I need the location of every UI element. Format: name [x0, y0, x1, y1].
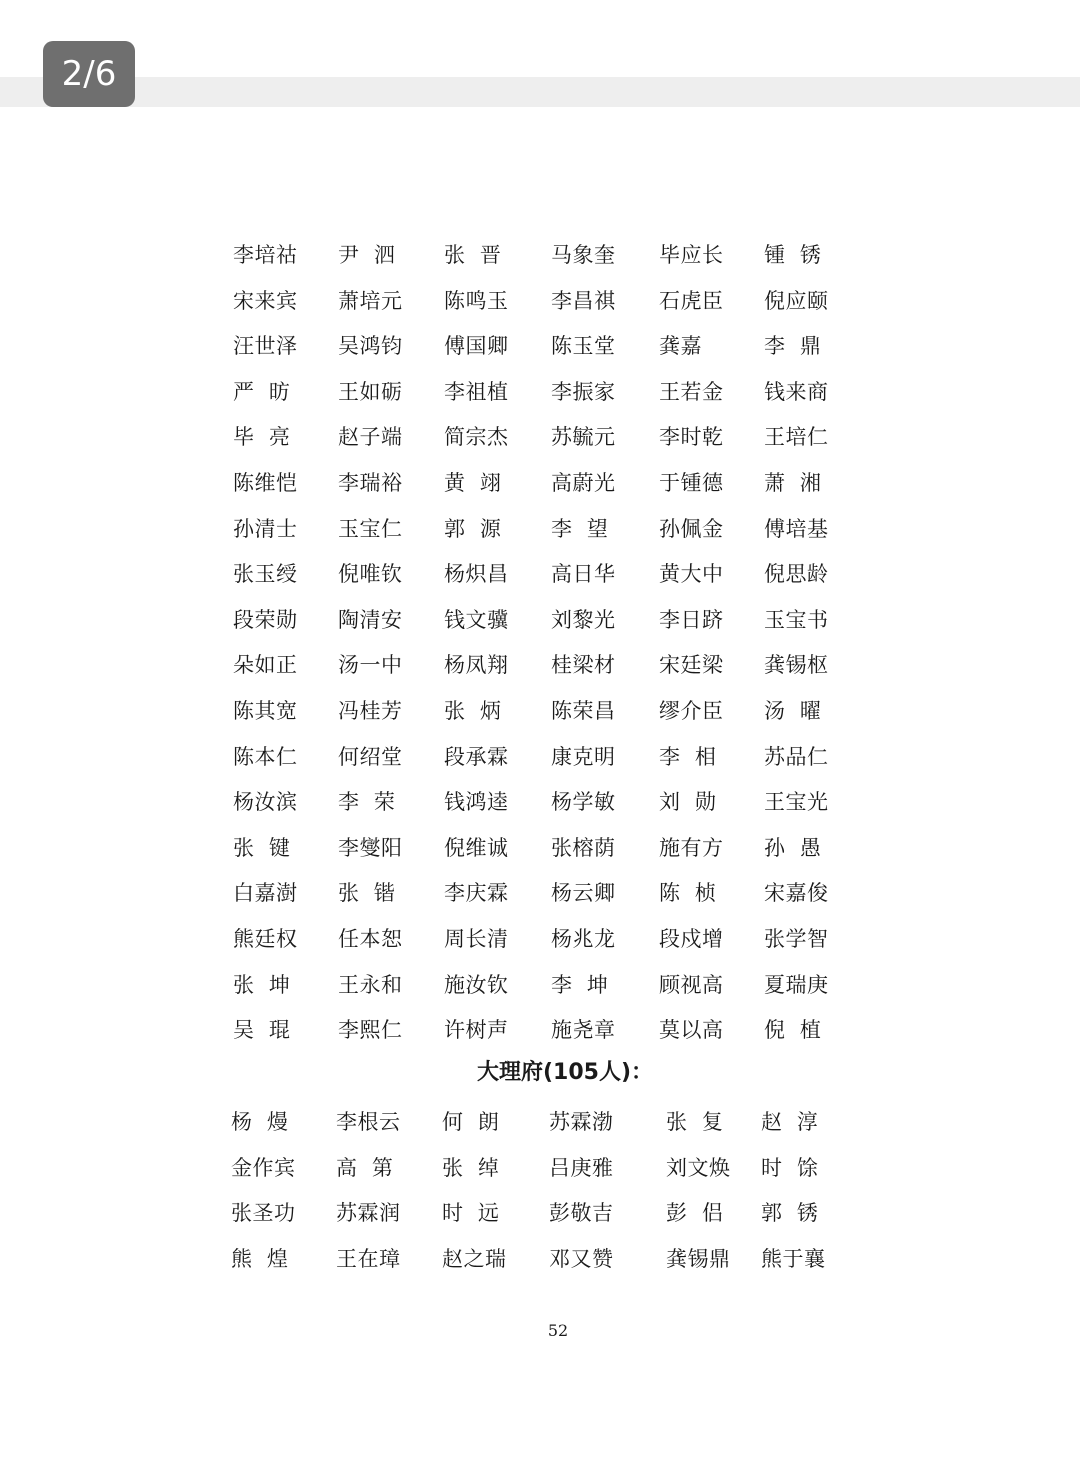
name-entry: 施有方	[659, 835, 724, 860]
name-entry: 何绍堂	[338, 744, 403, 769]
name-entry: 时 远	[442, 1201, 500, 1226]
name-entry: 陈玉堂	[551, 334, 616, 359]
name-entry: 施尧章	[551, 1018, 616, 1043]
name-entry: 赵子端	[338, 425, 403, 450]
name-entry: 杨汝滨	[233, 790, 298, 815]
name-list-row	[0, 965, 1080, 1005]
name-entry: 吕庚雅	[549, 1155, 614, 1180]
name-entry: 吴 琨	[233, 1018, 291, 1043]
name-entry: 康克明	[551, 744, 616, 769]
name-entry: 杨 熳	[231, 1110, 289, 1134]
name-entry: 张 绰	[442, 1155, 500, 1180]
name-entry: 毕 亮	[233, 425, 291, 450]
name-entry: 王若金	[659, 379, 724, 404]
name-entry: 李祖植	[444, 379, 509, 404]
name-entry: 黄大中	[659, 562, 724, 587]
name-entry: 李庆霖	[444, 881, 509, 906]
dali-name-list-row	[0, 1148, 1080, 1188]
name-entry: 张 锴	[338, 881, 396, 906]
name-entry: 李熙仁	[338, 1018, 403, 1043]
name-list-row	[0, 1010, 1080, 1050]
name-entry: 尹 泗	[338, 243, 396, 267]
name-entry: 莫以高	[659, 1018, 724, 1043]
name-entry: 钱鸿逵	[444, 790, 509, 815]
name-entry: 汤一中	[338, 653, 403, 678]
name-entry: 孙清士	[233, 516, 298, 541]
name-entry: 李 相	[659, 744, 717, 769]
name-entry: 王培仁	[764, 425, 829, 450]
name-entry: 玉宝书	[764, 607, 829, 632]
name-entry: 倪思龄	[764, 562, 829, 587]
name-entry: 陈 桢	[659, 881, 717, 906]
name-entry: 李 坤	[551, 972, 609, 997]
name-list-row	[0, 281, 1080, 321]
name-list-row	[0, 554, 1080, 594]
name-entry: 陈荣昌	[551, 699, 616, 723]
name-entry: 金作宾	[231, 1155, 296, 1180]
name-entry: 高蔚光	[551, 471, 616, 495]
name-entry: 郭 源	[444, 516, 502, 541]
name-entry: 李振家	[551, 379, 616, 404]
name-entry: 赵 淳	[761, 1110, 819, 1134]
name-list-row	[0, 326, 1080, 366]
name-entry: 汤 曜	[764, 699, 822, 723]
name-entry: 钱文骥	[444, 607, 509, 632]
name-entry: 苏霖渤	[549, 1110, 614, 1134]
name-entry: 石虎臣	[659, 288, 724, 313]
name-entry: 张榕荫	[551, 835, 616, 860]
name-entry: 陈鸣玉	[444, 288, 509, 313]
name-entry: 于锺德	[659, 471, 724, 495]
name-entry: 王如砺	[338, 379, 403, 404]
name-entry: 张圣功	[231, 1201, 296, 1226]
name-entry: 段荣勋	[233, 607, 298, 632]
name-entry: 李燮阳	[338, 835, 403, 860]
name-entry: 李根云	[336, 1110, 401, 1134]
name-entry: 桂梁材	[551, 653, 616, 678]
document-page	[0, 107, 1080, 1463]
name-entry: 周长清	[444, 927, 509, 951]
name-entry: 刘黎光	[551, 607, 616, 632]
name-entry: 缪介臣	[659, 699, 724, 723]
name-entry: 倪应颐	[764, 288, 829, 313]
name-entry: 段承霖	[444, 744, 509, 769]
name-entry: 倪唯钦	[338, 562, 403, 587]
name-entry: 孙佩金	[659, 516, 724, 541]
name-entry: 彭敬吉	[549, 1201, 614, 1226]
name-entry: 夏瑞庚	[764, 972, 829, 997]
name-entry: 高日华	[551, 562, 616, 587]
name-entry: 龚嘉	[659, 334, 702, 359]
name-entry: 简宗杰	[444, 425, 509, 450]
name-entry: 萧 湘	[764, 471, 822, 495]
name-entry: 李 荣	[338, 790, 396, 815]
dali-name-list-row	[0, 1102, 1080, 1142]
name-entry: 白嘉澍	[233, 881, 298, 906]
name-entry: 杨炽昌	[444, 562, 509, 587]
name-list-row	[0, 417, 1080, 457]
page-counter-badge: 2/6	[43, 41, 135, 107]
name-list-row	[0, 737, 1080, 777]
name-entry: 汪世泽	[233, 334, 298, 359]
section-heading-dali: 大理府(105人)：	[476, 1060, 654, 1085]
name-entry: 龚锡鼎	[666, 1246, 731, 1271]
name-entry: 毕应长	[659, 243, 724, 267]
name-entry: 许树声	[444, 1018, 509, 1043]
name-list-row	[0, 372, 1080, 412]
dali-name-list-row	[0, 1193, 1080, 1233]
name-entry: 傅国卿	[444, 334, 509, 359]
name-entry: 张 复	[666, 1110, 724, 1134]
name-entry: 施汝钦	[444, 972, 509, 997]
name-entry: 刘文焕	[666, 1155, 731, 1180]
name-entry: 熊于襄	[761, 1246, 826, 1271]
name-entry: 马象奎	[551, 243, 616, 267]
name-entry: 玉宝仁	[338, 516, 403, 541]
name-entry: 高 第	[336, 1155, 394, 1180]
name-entry: 邓又赞	[549, 1246, 614, 1271]
name-entry: 顾视高	[659, 972, 724, 997]
name-entry: 彭 侣	[666, 1201, 724, 1226]
name-entry: 何 朗	[442, 1110, 500, 1134]
name-entry: 张 键	[233, 835, 291, 860]
name-entry: 冯桂芳	[338, 699, 403, 723]
dali-name-list-row	[0, 1239, 1080, 1279]
name-entry: 陈本仁	[233, 744, 298, 769]
name-entry: 陶清安	[338, 607, 403, 632]
name-entry: 龚锡枢	[764, 653, 829, 678]
name-entry: 任本恕	[338, 927, 403, 951]
viewer-top-bar	[0, 77, 1080, 107]
name-entry: 宋来宾	[233, 288, 298, 313]
name-entry: 王永和	[338, 972, 403, 997]
name-entry: 张 炳	[444, 699, 502, 723]
name-list-row	[0, 828, 1080, 868]
name-entry: 李培祜	[233, 243, 298, 267]
name-entry: 钱来商	[764, 379, 829, 404]
name-entry: 苏毓元	[551, 425, 616, 450]
name-list-row	[0, 919, 1080, 959]
name-entry: 吴鸿钧	[338, 334, 403, 359]
name-entry: 赵之瑞	[442, 1246, 507, 1271]
name-entry: 倪 植	[764, 1018, 822, 1043]
name-entry: 张 坤	[233, 972, 291, 997]
name-list-row	[0, 463, 1080, 503]
name-entry: 陈维恺	[233, 471, 298, 495]
name-entry: 李 望	[551, 516, 609, 541]
name-entry: 锺 锈	[764, 243, 822, 267]
name-entry: 朵如正	[233, 653, 298, 678]
name-entry: 傅培基	[764, 516, 829, 541]
name-entry: 熊廷权	[233, 927, 298, 951]
name-entry: 苏霖润	[336, 1201, 401, 1226]
name-entry: 郭 锈	[761, 1201, 819, 1226]
name-list	[0, 107, 1080, 1463]
name-entry: 杨学敏	[551, 790, 616, 815]
name-entry: 黄 翊	[444, 471, 502, 495]
name-entry: 李日跻	[659, 607, 724, 632]
name-list-row	[0, 600, 1080, 640]
name-entry: 李昌祺	[551, 288, 616, 313]
name-entry: 段戍增	[659, 927, 724, 951]
name-entry: 王在璋	[336, 1246, 401, 1271]
name-list-row	[0, 645, 1080, 685]
name-entry: 张学智	[764, 927, 829, 951]
name-list-row	[0, 235, 1080, 275]
name-entry: 李瑞裕	[338, 471, 403, 495]
name-entry: 张 晋	[444, 243, 502, 267]
name-entry: 严 昉	[233, 379, 291, 404]
name-entry: 李时乾	[659, 425, 724, 450]
name-entry: 杨凤翔	[444, 653, 509, 678]
name-entry: 倪维诚	[444, 835, 509, 860]
name-list-row	[0, 873, 1080, 913]
name-entry: 杨云卿	[551, 881, 616, 906]
name-entry: 陈其宽	[233, 699, 298, 723]
name-entry: 苏品仁	[764, 744, 829, 769]
name-entry: 王宝光	[764, 790, 829, 815]
name-entry: 时 馀	[761, 1155, 819, 1180]
page-number: 52	[547, 1321, 569, 1340]
name-list-row	[0, 691, 1080, 731]
name-entry: 李 鼎	[764, 334, 822, 359]
name-entry: 宋嘉俊	[764, 881, 829, 906]
name-entry: 刘 勋	[659, 790, 717, 815]
name-entry: 熊 煌	[231, 1246, 289, 1271]
name-list-row	[0, 782, 1080, 822]
name-list-row	[0, 509, 1080, 549]
name-entry: 萧培元	[338, 288, 403, 313]
name-entry: 杨兆龙	[551, 927, 616, 951]
name-entry: 宋廷梁	[659, 653, 724, 678]
name-entry: 孙 愚	[764, 835, 822, 860]
name-entry: 张玉绶	[233, 562, 298, 587]
